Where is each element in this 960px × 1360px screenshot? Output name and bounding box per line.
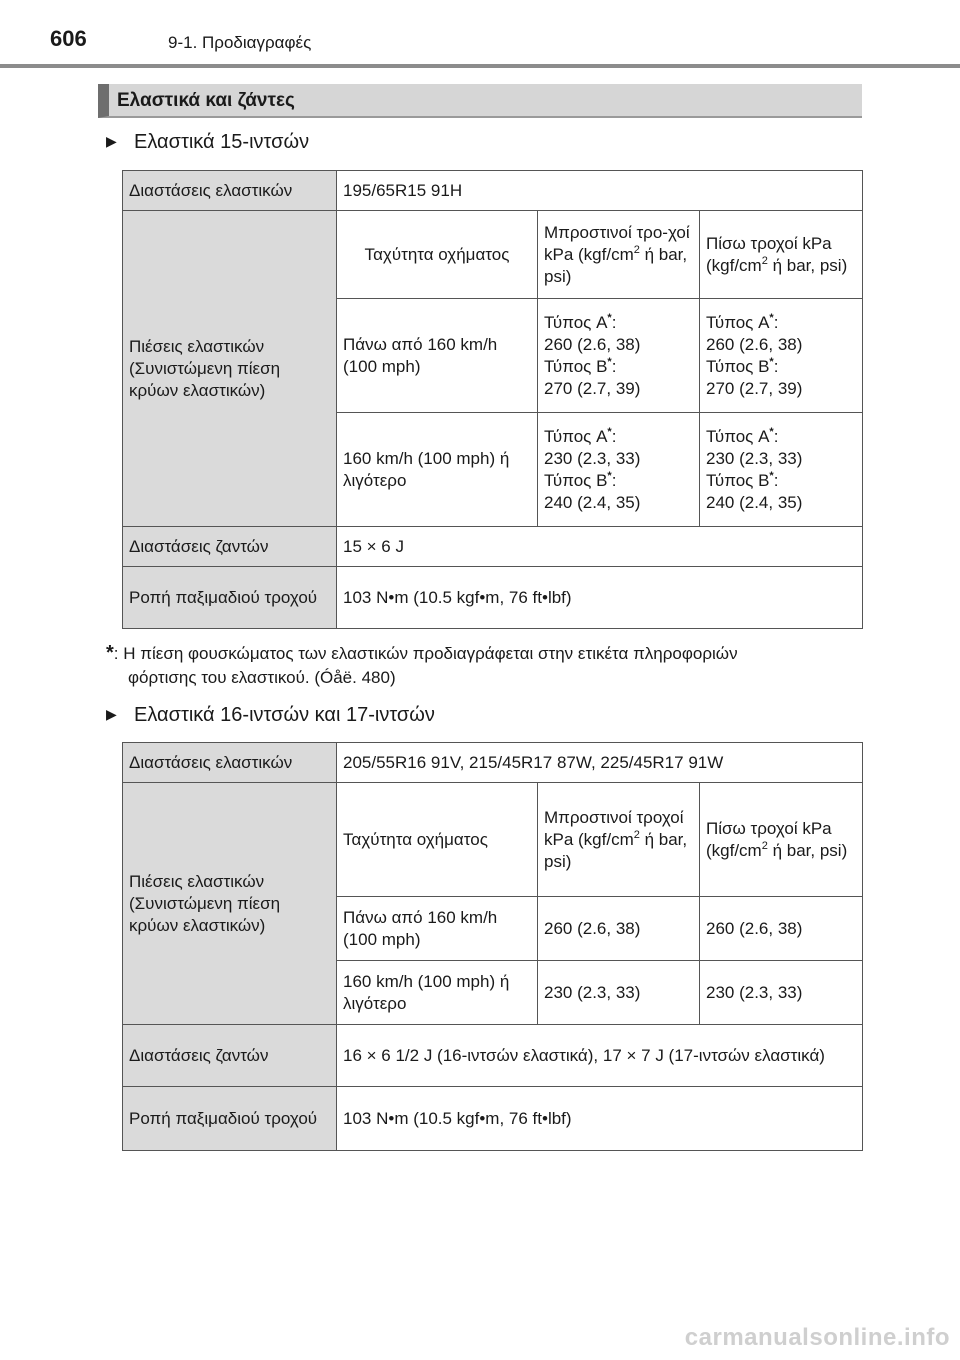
subheading-16-17-inch-text: Ελαστικά 16-ιντσών και 17-ιντσών bbox=[134, 704, 435, 726]
type-label: Τύπος B bbox=[544, 356, 608, 376]
wheel-size-label: Διαστάσεις ζαντών bbox=[123, 527, 337, 567]
rear-header-tail: ή bar, psi) bbox=[767, 840, 848, 860]
table-row bbox=[123, 783, 863, 897]
colon: : bbox=[611, 426, 617, 446]
asterisk: * bbox=[769, 469, 774, 482]
superscript: 2 bbox=[633, 828, 640, 841]
type-label: Τύπος A bbox=[544, 312, 608, 332]
pressure-value: 230 (2.3, 33) bbox=[706, 448, 803, 468]
torque-value: 103 N•m (10.5 kgf•m, 76 ft•lbf) bbox=[337, 567, 863, 629]
pressure-label: Πιέσεις ελαστικών (Συνιστώμενη πίεση κρύων ελαστικών) bbox=[123, 783, 337, 1025]
wheel-size-value: 16 × 6 1/2 J (16-ιντσών ελαστικά), 17 × 7 J (17-ιντσών ελαστικά) bbox=[337, 1025, 863, 1087]
speed-cell: 160 km/h (100 mph) ή λιγότερο bbox=[337, 961, 538, 1025]
rear-pressure-cell bbox=[700, 299, 863, 413]
rear-pressure-cell bbox=[700, 413, 863, 527]
colon: : bbox=[773, 312, 779, 332]
table-row bbox=[123, 743, 863, 783]
tire-size-label: Διαστάσεις ελαστικών bbox=[123, 743, 337, 783]
subheading-16-17-inch bbox=[106, 704, 435, 727]
page-number: 606 bbox=[50, 26, 87, 51]
type-label: Τύπος A bbox=[544, 426, 608, 446]
pressure-value: 230 (2.3, 33) bbox=[544, 448, 641, 468]
front-pressure-cell: 260 (2.6, 38) bbox=[538, 897, 700, 961]
pressure-value: 240 (2.4, 35) bbox=[706, 492, 803, 512]
subheading-15-inch bbox=[106, 131, 309, 154]
torque-value: 103 N•m (10.5 kgf•m, 76 ft•lbf) bbox=[337, 1087, 863, 1151]
torque-label: Ροπή παξιμαδιού τροχού bbox=[123, 567, 337, 629]
front-header-tail: ή bar, psi) bbox=[544, 829, 688, 871]
pressure-value: 270 (2.7, 39) bbox=[706, 378, 803, 398]
type-label: Τύπος A bbox=[706, 426, 770, 446]
tire-table-15-inch bbox=[122, 170, 863, 629]
asterisk: * bbox=[769, 355, 774, 368]
rear-pressure-cell: 230 (2.3, 33) bbox=[700, 961, 863, 1025]
torque-label: Ροπή παξιμαδιού τροχού bbox=[123, 1087, 337, 1151]
speed-cell: Πάνω από 160 km/h (100 mph) bbox=[337, 299, 538, 413]
superscript: 2 bbox=[633, 243, 640, 256]
footnote-line-1: : Η πίεση φουσκώματος των ελαστικών προδιαγράφεται στην ετικέτα πληροφοριών bbox=[113, 644, 738, 663]
triangle-right-icon: ▶ bbox=[106, 706, 117, 722]
asterisk: * bbox=[769, 311, 774, 324]
header-rule bbox=[0, 64, 960, 68]
front-header bbox=[538, 211, 700, 299]
type-label: Τύπος B bbox=[706, 470, 770, 490]
speed-header: Ταχύτητα οχήματος bbox=[337, 211, 538, 299]
footnote-line-2: φόρτισης του ελαστικού. (Óåë. 480) bbox=[128, 668, 396, 687]
colon: : bbox=[773, 426, 779, 446]
section-title: Ελαστικά και ζάντες bbox=[98, 84, 862, 118]
watermark: carmanualsonline.info bbox=[684, 1324, 950, 1351]
speed-header: Ταχύτητα οχήματος bbox=[337, 783, 538, 897]
front-header-text: Μπροστινοί τρο-χοί kPa (kgf/cm bbox=[544, 222, 690, 264]
rear-header-text: Πίσω τροχοί kPa (kgf/cm bbox=[706, 233, 832, 275]
table-row bbox=[123, 567, 863, 629]
type-label: Τύπος B bbox=[544, 470, 608, 490]
tire-size-label: Διαστάσεις ελαστικών bbox=[123, 171, 337, 211]
rear-header-text: Πίσω τροχοί kPa (kgf/cm bbox=[706, 818, 832, 860]
asterisk: * bbox=[607, 311, 612, 324]
table-row bbox=[123, 1087, 863, 1151]
wheel-size-label: Διαστάσεις ζαντών bbox=[123, 1025, 337, 1087]
front-pressure-cell bbox=[538, 413, 700, 527]
speed-cell: 160 km/h (100 mph) ή λιγότερο bbox=[337, 413, 538, 527]
front-header-tail: ή bar, psi) bbox=[544, 244, 688, 286]
running-head: 9-1. Προδιαγραφές bbox=[168, 33, 312, 52]
asterisk: * bbox=[607, 469, 612, 482]
rear-pressure-cell: 260 (2.6, 38) bbox=[700, 897, 863, 961]
tire-size-value: 205/55R16 91V, 215/45R17 87W, 225/45R17 91W bbox=[337, 743, 863, 783]
table-row bbox=[123, 211, 863, 299]
colon: : bbox=[611, 312, 617, 332]
colon: : bbox=[611, 470, 617, 490]
tire-size-value: 195/65R15 91H bbox=[337, 171, 863, 211]
triangle-right-icon: ▶ bbox=[106, 133, 117, 149]
asterisk: * bbox=[769, 425, 774, 438]
subheading-15-inch-text: Ελαστικά 15-ιντσών bbox=[134, 131, 310, 153]
pressure-value: 270 (2.7, 39) bbox=[544, 378, 641, 398]
asterisk: * bbox=[607, 355, 612, 368]
colon: : bbox=[773, 470, 779, 490]
rear-header bbox=[700, 211, 863, 299]
footnote bbox=[106, 641, 862, 690]
front-pressure-cell: 230 (2.3, 33) bbox=[538, 961, 700, 1025]
front-header-text: Μπροστινοί τροχοί kPa (kgf/cm bbox=[544, 807, 684, 849]
rear-header bbox=[700, 783, 863, 897]
speed-cell: Πάνω από 160 km/h (100 mph) bbox=[337, 897, 538, 961]
wheel-size-value: 15 × 6 J bbox=[337, 527, 863, 567]
superscript: 2 bbox=[761, 839, 768, 852]
superscript: 2 bbox=[761, 254, 768, 267]
pressure-value: 260 (2.6, 38) bbox=[706, 334, 803, 354]
table-row bbox=[123, 1025, 863, 1087]
table-row bbox=[123, 171, 863, 211]
table-row bbox=[123, 527, 863, 567]
colon: : bbox=[611, 356, 617, 376]
asterisk: * bbox=[607, 425, 612, 438]
type-label: Τύπος B bbox=[706, 356, 770, 376]
rear-header-tail: ή bar, psi) bbox=[767, 255, 848, 275]
pressure-value: 240 (2.4, 35) bbox=[544, 492, 641, 512]
tire-table-16-17-inch bbox=[122, 742, 863, 1151]
pressure-value: 260 (2.6, 38) bbox=[544, 334, 641, 354]
pressure-label: Πιέσεις ελαστικών (Συνιστώμενη πίεση κρύων ελαστικών) bbox=[123, 211, 337, 527]
colon: : bbox=[773, 356, 779, 376]
front-pressure-cell bbox=[538, 299, 700, 413]
front-header bbox=[538, 783, 700, 897]
type-label: Τύπος A bbox=[706, 312, 770, 332]
footnote-asterisk: * bbox=[106, 642, 114, 664]
